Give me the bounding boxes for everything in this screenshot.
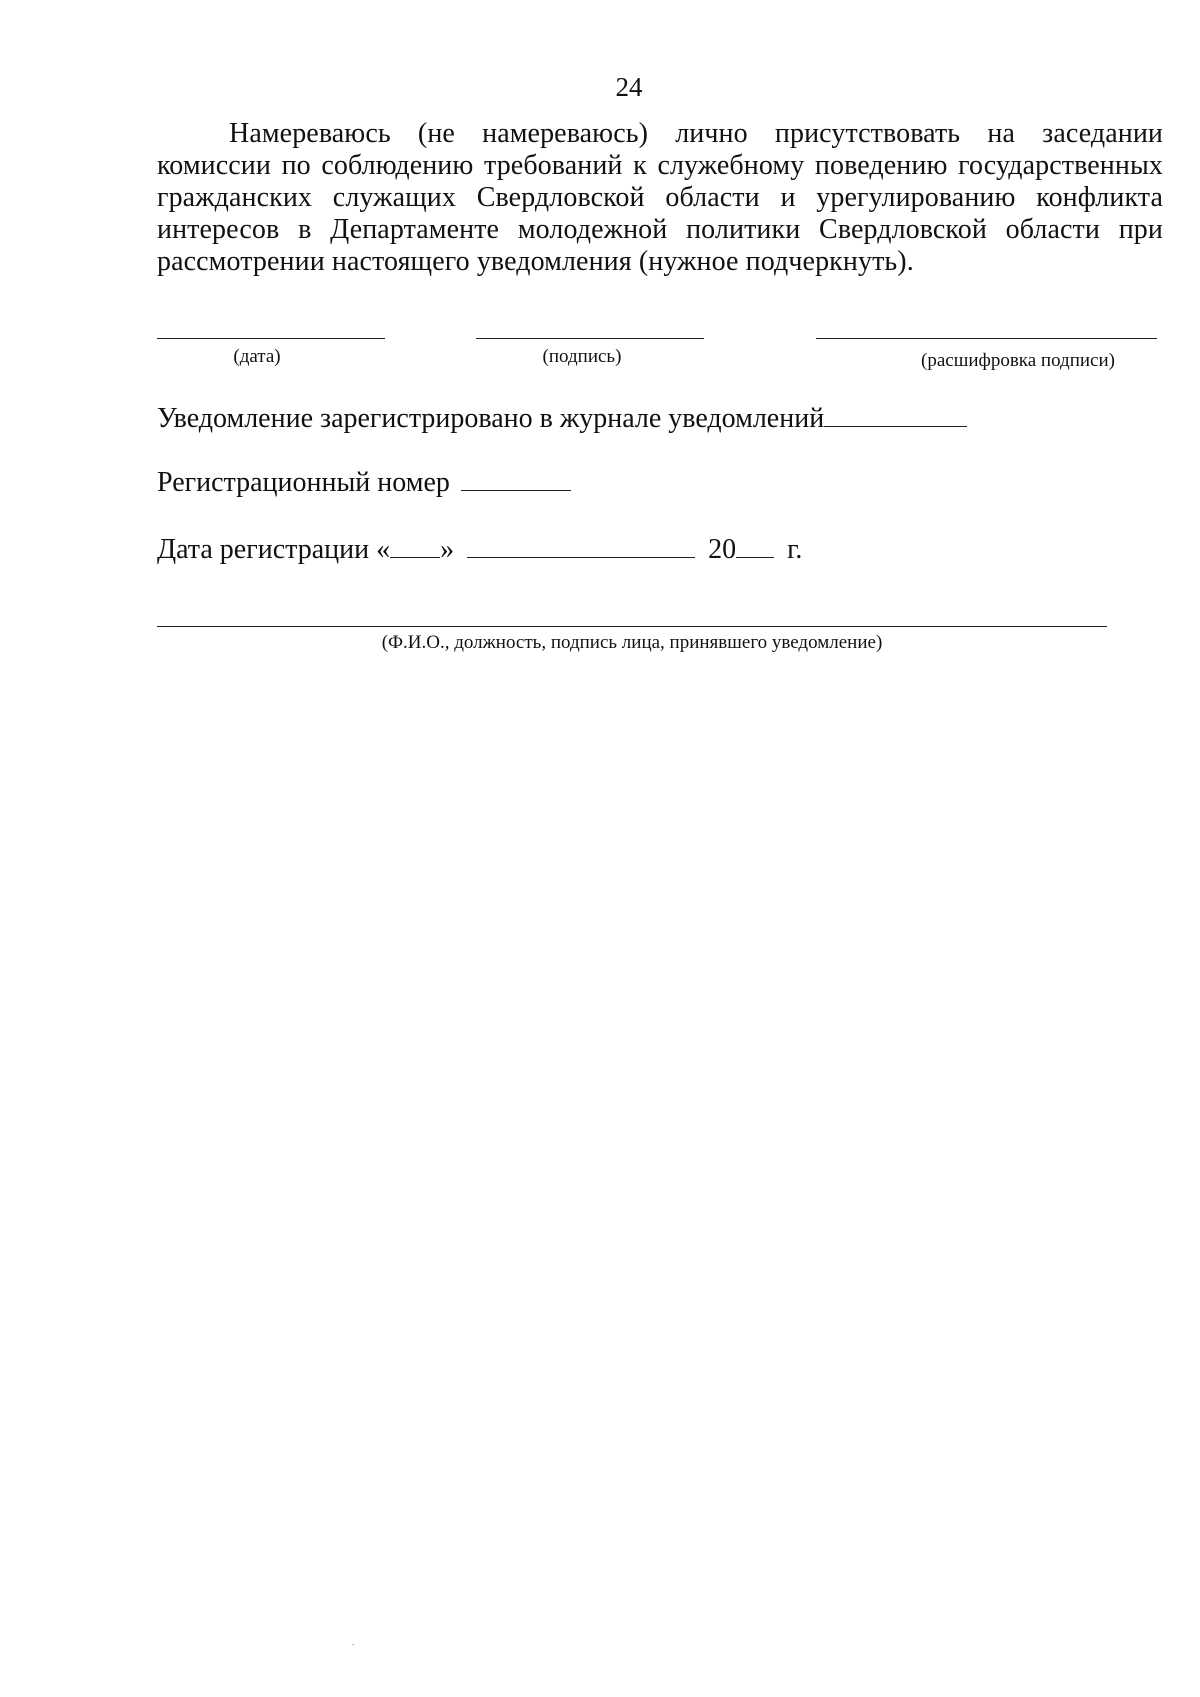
signature-line xyxy=(476,338,704,339)
receiver-signature-line xyxy=(157,626,1107,627)
date-caption: (дата) xyxy=(233,346,281,367)
month-blank xyxy=(467,533,695,558)
scan-speck xyxy=(352,1644,354,1645)
signature-caption: (подпись) xyxy=(542,346,622,367)
receiver-caption: (Ф.И.О., должность, подпись лица, принявшего уведомление) xyxy=(381,632,883,653)
day-blank xyxy=(390,533,440,558)
journal-label: Уведомление зарегистрировано в журнале уведомлений xyxy=(157,403,825,434)
page-number: 24 xyxy=(615,72,643,102)
decoding-caption: (расшифровка подписи) xyxy=(921,350,1115,371)
registration-number-label: Регистрационный номер xyxy=(157,467,450,498)
date-signature-line xyxy=(157,338,385,339)
registration-number-blank xyxy=(461,466,571,491)
registration-date-label: Дата регистрации « xyxy=(157,534,391,565)
year-prefix: 20 xyxy=(708,534,737,565)
intro-paragraph: Намереваюсь (не намереваюсь) лично присутствовать на заседании комиссии по соблюдению требований к служебному поведению государственных гражданских служащих Свердловской области и урегулированию конфликта интересов в Департаменте молодежной политики Свердловской области при рассмотрении настоящего уведомления (нужное подчеркнуть). xyxy=(157,118,1163,277)
journal-blank xyxy=(824,402,967,427)
journal-registration-line xyxy=(157,402,967,435)
signature-block xyxy=(0,338,1200,398)
date-quote-close: » xyxy=(440,534,455,565)
year-suffix: г. xyxy=(787,534,803,565)
registration-date-line xyxy=(157,533,802,566)
decoding-signature-line xyxy=(816,338,1157,339)
registration-number-line xyxy=(157,466,571,499)
year-blank xyxy=(736,533,774,558)
